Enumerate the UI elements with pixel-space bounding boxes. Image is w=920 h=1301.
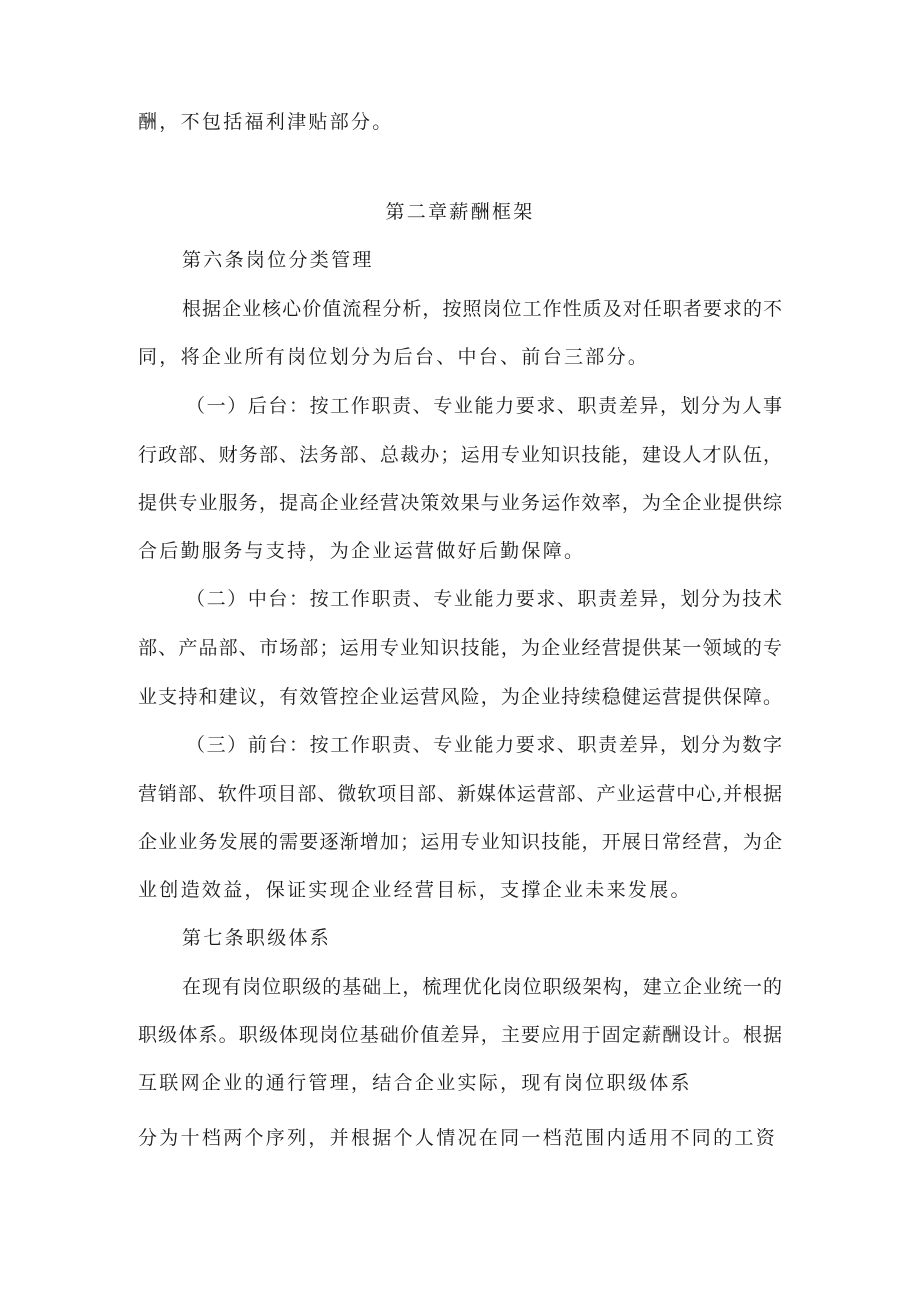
paragraph-line: 行政部、财务部、法务部、总裁办；运用专业知识技能，建设人才队伍， [138, 444, 782, 466]
paragraph-line: 职级体系。职级体现岗位基础价值差异，主要应用于固定薪酬设计。根据 [138, 1024, 782, 1046]
paragraph-line: （二）中台：按工作职责、专业能力要求、职责差异，划分为技术 [186, 588, 782, 610]
paragraph-line: 互联网企业的通行管理，结合企业实际，现有岗位职级体系 [138, 1072, 692, 1094]
paragraph-line: 营销部、软件项目部、微软项目部、新媒体运营部、产业运营中心,并根据 [138, 783, 782, 805]
paragraph-line: 业创造效益，保证实现企业经营目标，支撑企业未来发展。 [138, 879, 692, 901]
article-heading: 第六条岗位分类管理 [182, 249, 374, 271]
paragraph-line: 企业业务发展的需要逐渐增加；运用专业知识技能，开展日常经营，为企 [138, 831, 782, 853]
paragraph-line: 合后勤服务与支持，为企业运营做好后勤保障。 [138, 540, 586, 562]
text-line: 酬，不包括福利津贴部分。 [138, 111, 394, 133]
paragraph-line: 根据企业核心价值流程分析，按照岗位工作性质及对任职者要求的不 [182, 298, 782, 320]
paragraph-line: 同，将企业所有岗位划分为后台、中台、前台三部分。 [138, 346, 650, 368]
paragraph-line: （一）后台：按工作职责、专业能力要求、职责差异，划分为人事 [186, 395, 782, 417]
paragraph-line: 提供专业服务，提高企业经营决策效果与业务运作效率，为全企业提供综 [138, 492, 782, 514]
paragraph-line: 业支持和建议，有效管控企业运营风险，为企业持续稳健运营提供保障。 [138, 686, 782, 708]
paragraph-line: 在现有岗位职级的基础上，梳理优化岗位职级架构，建立企业统一的 [182, 976, 782, 998]
chapter-heading: 第二章薪酬框架 [385, 201, 535, 223]
article-heading: 第七条职级体系 [182, 927, 332, 949]
paragraph-line: 分为十档两个序列，并根据个人情况在同一档范围内适用不同的工资 [138, 1127, 778, 1149]
paragraph-line: （三）前台：按工作职责、专业能力要求、职责差异，划分为数字 [186, 734, 782, 756]
paragraph-line: 部、产品部、市场部；运用专业知识技能，为企业经营提供某一领域的专 [138, 637, 782, 659]
